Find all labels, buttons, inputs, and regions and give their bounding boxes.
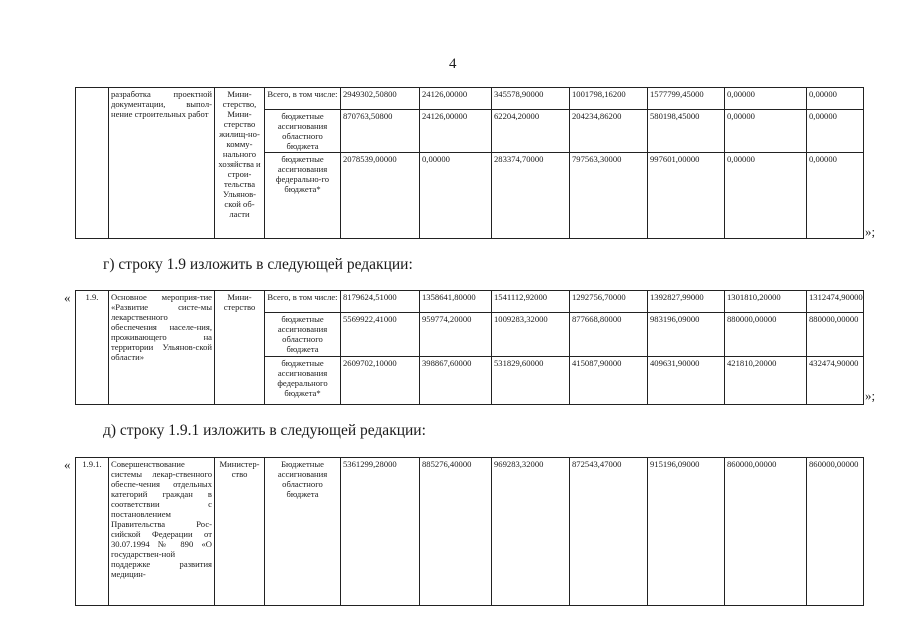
value-cell: 1541112,92000 (492, 291, 570, 313)
value-cell: 0,00000 (807, 88, 864, 110)
value-cell: 1009283,32000 (492, 313, 570, 357)
value-cell: 959774,20000 (420, 313, 492, 357)
source-cell: Всего, в том числе: (265, 88, 341, 110)
value-cell: 421810,20000 (725, 357, 807, 405)
executor-cell: Министер-ство (215, 458, 265, 606)
value-cell: 345578,90000 (492, 88, 570, 110)
value-cell: 0,00000 (807, 110, 864, 153)
value-cell: 885276,40000 (420, 458, 492, 606)
table-continuation (75, 87, 864, 239)
table-row-1-9 (75, 290, 864, 405)
value-cell: 880000,00000 (725, 313, 807, 357)
executor-cell: Мини-стерство (215, 291, 265, 405)
source-cell: Всего, в том числе: (265, 291, 341, 313)
value-cell: 1392827,99000 (648, 291, 725, 313)
value-cell: 0,00000 (420, 153, 492, 239)
value-cell: 415087,90000 (570, 357, 648, 405)
value-cell: 2949302,50800 (341, 88, 420, 110)
value-cell: 0,00000 (725, 110, 807, 153)
value-cell: 0,00000 (725, 88, 807, 110)
value-cell: 1577799,45000 (648, 88, 725, 110)
value-cell: 5361299,28000 (341, 458, 420, 606)
source-cell: Бюджетные ассигнования областного бюджета (265, 458, 341, 606)
description-cell: Основное мероприя-тие «Развитие систе-мы лекарственного обеспечения населе-ния, проживающего на территории Ульянов-ской области» (109, 291, 215, 405)
row-number: 1.9.1. (76, 458, 109, 606)
source-cell: бюджетные ассигнования областного бюджета (265, 110, 341, 153)
value-cell: 409631,90000 (648, 357, 725, 405)
page-number: 4 (449, 56, 457, 72)
value-cell: 0,00000 (725, 153, 807, 239)
source-cell: бюджетные ассигнования областного бюджета (265, 313, 341, 357)
heading-d: д) строку 1.9.1 изложить в следующей редакции: (103, 422, 426, 439)
value-cell: 24126,00000 (420, 110, 492, 153)
description-cell: Совершенствование системы лекар-ственного обеспе-чения отдельных категорий граждан в соответствии с постановлением Правительства Рос-сийской Федерации от 30.07.1994 № 890 «О государствен-ной поддержке развития медицин- (109, 458, 215, 606)
row-number: 1.9. (76, 291, 109, 405)
value-cell: 432474,90000 (807, 357, 864, 405)
value-cell: 1358641,80000 (420, 291, 492, 313)
value-cell: 398867,60000 (420, 357, 492, 405)
value-cell: 580198,45000 (648, 110, 725, 153)
value-cell: 204234,86200 (570, 110, 648, 153)
opening-quote: « (64, 290, 71, 305)
value-cell: 1312474,90000 (807, 291, 864, 313)
value-cell: 1301810,20000 (725, 291, 807, 313)
value-cell: 860000,00000 (725, 458, 807, 606)
source-cell: бюджетные ассигнования федерального бюджета* (265, 357, 341, 405)
source-cell: бюджетные ассигнования федерально-го бюджета* (265, 153, 341, 239)
value-cell: 1292756,70000 (570, 291, 648, 313)
description-cell: разработка проектной документации, выпол-нение строительных работ (109, 88, 215, 239)
value-cell: 8179624,51000 (341, 291, 420, 313)
value-cell: 915196,09000 (648, 458, 725, 606)
closing-quote: »; (865, 224, 876, 239)
value-cell: 797563,30000 (570, 153, 648, 239)
heading-g: г) строку 1.9 изложить в следующей редакции: (103, 256, 413, 273)
value-cell: 880000,00000 (807, 313, 864, 357)
value-cell: 983196,09000 (648, 313, 725, 357)
executor-cell: Мини-стерство, Мини-стерство жилищ-но-комму-нального хозяйства и строи-тельства Ульянов-ской об-ласти (215, 88, 265, 239)
value-cell: 870763,50800 (341, 110, 420, 153)
table-row-1-9-1 (75, 457, 864, 606)
value-cell: 531829,60000 (492, 357, 570, 405)
value-cell: 877668,80000 (570, 313, 648, 357)
value-cell: 2609702,10000 (341, 357, 420, 405)
value-cell: 872543,47000 (570, 458, 648, 606)
value-cell: 62204,20000 (492, 110, 570, 153)
opening-quote: « (64, 457, 71, 472)
value-cell: 997601,00000 (648, 153, 725, 239)
number-cell (76, 88, 109, 239)
value-cell: 1001798,16200 (570, 88, 648, 110)
value-cell: 5569922,41000 (341, 313, 420, 357)
value-cell: 2078539,00000 (341, 153, 420, 239)
value-cell: 24126,00000 (420, 88, 492, 110)
value-cell: 283374,70000 (492, 153, 570, 239)
closing-quote: »; (865, 388, 876, 403)
value-cell: 969283,32000 (492, 458, 570, 606)
value-cell: 0,00000 (807, 153, 864, 239)
value-cell: 860000,00000 (807, 458, 864, 606)
